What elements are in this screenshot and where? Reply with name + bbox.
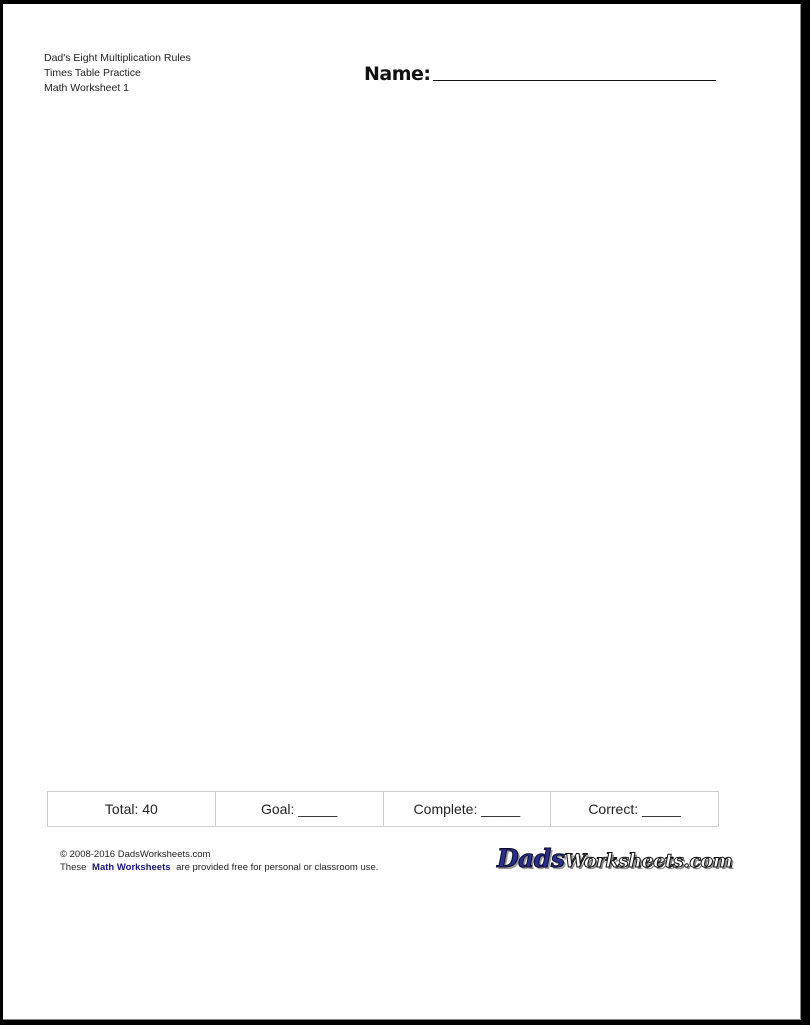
worksheet-page: [3, 4, 801, 1020]
usage-text: [60, 861, 378, 874]
score-table: [47, 791, 719, 827]
footer: [60, 848, 378, 874]
name-blank-line[interactable]: [433, 80, 716, 81]
worksheet-title: Dad's Eight Multiplication Rules: [44, 52, 191, 64]
logo-part-dads: Dads: [497, 844, 565, 873]
math-worksheets-link[interactable]: Math Worksheets: [92, 862, 171, 873]
score-correct[interactable]: Correct: _____: [588, 801, 681, 817]
score-complete[interactable]: Complete: _____: [384, 792, 552, 826]
worksheet-subtitle: Times Table Practice: [44, 67, 141, 79]
worksheet-number: Math Worksheet 1: [44, 82, 130, 94]
copyright-text: © 2008-2016 DadsWorksheets.com: [60, 849, 211, 860]
logo-part-worksheets: Worksheets.com: [564, 850, 733, 872]
score-goal[interactable]: Goal: _____: [216, 792, 384, 826]
usage-prefix: These: [60, 862, 87, 873]
worksheet-meta: [44, 51, 191, 96]
dadsworksheets-logo[interactable]: [497, 844, 732, 873]
name-label: Name:: [364, 63, 431, 85]
score-total: Total: 40: [48, 792, 216, 826]
usage-suffix: are provided free for personal or classroom use.: [176, 862, 379, 873]
name-field[interactable]: [364, 63, 716, 85]
